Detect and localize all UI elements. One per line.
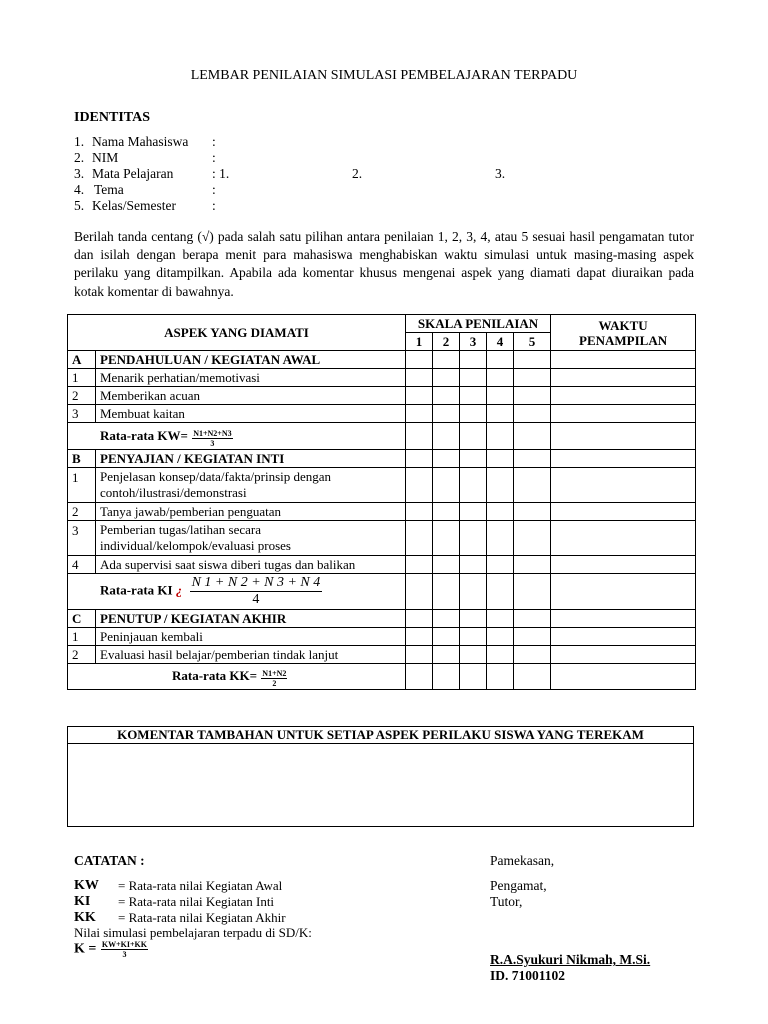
score-cell[interactable] [406, 387, 433, 405]
item-text [96, 521, 406, 556]
header-waktu-line-2: PENAMPILAN [579, 332, 668, 348]
table-row [68, 628, 696, 646]
section-title: PENYAJIAN / KEGIATAN INTI [96, 450, 406, 468]
item-text-line-2: contoh/ilustrasi/demonstrasi [100, 485, 247, 500]
header-waktu [551, 315, 696, 351]
fraction [192, 429, 232, 448]
item-text: Tanya jawab/pemberian penguatan [96, 503, 406, 521]
score-cell[interactable] [460, 468, 487, 503]
score-cell[interactable] [514, 369, 551, 387]
score-cell[interactable] [406, 556, 433, 574]
score-cell[interactable] [460, 387, 487, 405]
item-number: 4 [68, 556, 96, 574]
fraction-denominator: 4 [252, 592, 260, 607]
item-text: Memberikan acuan [96, 387, 406, 405]
item-text: Ada supervisi saat siswa diberi tugas dan balikan [96, 556, 406, 574]
score-cell[interactable] [460, 369, 487, 387]
score-cell[interactable] [406, 574, 433, 610]
comment-box-title: KOMENTAR TAMBAHAN UNTUK SETIAP ASPEK PERILAKU SISWA YANG TEREKAM [68, 727, 693, 744]
score-cell[interactable] [460, 574, 487, 610]
score-cell[interactable] [460, 628, 487, 646]
score-cell[interactable] [433, 521, 460, 556]
average-label: Rata-rata KI [100, 582, 173, 598]
item-text-line-2: individual/kelompok/evaluasi proses [100, 538, 291, 553]
score-cell[interactable] [406, 521, 433, 556]
note-abbr: KI [74, 894, 91, 909]
time-cell[interactable] [551, 503, 696, 521]
score-cell[interactable] [433, 574, 460, 610]
time-cell[interactable] [551, 521, 696, 556]
page-title: LEMBAR PENILAIAN SIMULASI PEMBELAJARAN TERPADU [190, 68, 578, 83]
identity-number: 3. [74, 166, 85, 181]
score-cell[interactable] [433, 387, 460, 405]
identity-value: : [212, 134, 216, 149]
item-number: 1 [68, 628, 96, 646]
score-cell[interactable] [406, 423, 433, 450]
identity-value: : 1. [212, 166, 230, 181]
assessment-table [67, 314, 696, 690]
identity-number: 1. [74, 134, 85, 149]
item-text: Evaluasi hasil belajar/pemberian tindak lanjut [96, 646, 406, 664]
fraction-numerator: N 1 + N 2 + N 3 + N 4 [191, 575, 321, 590]
section-c-header-row [68, 610, 696, 628]
score-cell[interactable] [460, 405, 487, 423]
identitas-heading: IDENTITAS [74, 110, 150, 125]
score-cell[interactable] [514, 405, 551, 423]
time-cell[interactable] [551, 369, 696, 387]
header-waktu-line-1: WAKTU [598, 317, 648, 333]
score-cell[interactable] [487, 387, 514, 405]
time-cell[interactable] [551, 468, 696, 503]
average-row-kk [68, 664, 696, 690]
item-number: 1 [68, 369, 96, 387]
score-cell[interactable] [433, 423, 460, 450]
identity-number: 2. [74, 150, 85, 165]
score-cell[interactable] [460, 503, 487, 521]
score-cell[interactable] [433, 369, 460, 387]
score-cell[interactable] [460, 556, 487, 574]
item-number: 3 [68, 521, 96, 556]
instructions-paragraph: Berilah tanda centang (√) pada salah satu pilihan antara penilaian 1, 2, 3, 4, atau 5 sesuai hasil pengamatan tutor dan isilah dengan berapa menit para mahasiswa menghabiskan waktu simulasi untuk masing-masing aspek perilaku yang ditampilkan. Apabila ada komentar khusus mengenai aspek yang diamati dapat diuraikan pada kotak komentar di bawahnya. [74, 229, 694, 299]
score-cell[interactable] [406, 369, 433, 387]
score-cell[interactable] [514, 468, 551, 503]
item-number: 1 [68, 468, 96, 503]
mapel-option-3: 3. [495, 166, 506, 181]
score-cell[interactable] [487, 556, 514, 574]
section-code: A [68, 351, 96, 369]
score-cell[interactable] [406, 664, 433, 690]
average-label: Rata-rata KW [100, 427, 181, 443]
fraction [101, 940, 148, 959]
identity-value: : [212, 182, 216, 197]
score-cell[interactable] [514, 574, 551, 610]
identity-value: : [212, 150, 216, 165]
item-text: Peninjauan kembali [96, 628, 406, 646]
average-formula-kk [68, 664, 406, 690]
score-cell[interactable] [433, 664, 460, 690]
identity-label: Mata Pelajaran [92, 166, 174, 181]
table-row [68, 521, 696, 556]
score-cell[interactable] [487, 521, 514, 556]
score-cell[interactable] [460, 664, 487, 690]
score-cell[interactable] [487, 468, 514, 503]
formula-k [74, 940, 148, 959]
score-cell[interactable] [514, 521, 551, 556]
score-cell[interactable] [406, 405, 433, 423]
fraction-denominator: 2 [272, 679, 277, 688]
score-cell[interactable] [487, 664, 514, 690]
score-cell[interactable] [406, 503, 433, 521]
comment-area[interactable] [68, 744, 693, 827]
fraction-denominator: 3 [210, 438, 215, 448]
table-row [68, 405, 696, 423]
note-definition: = Rata-rata nilai Kegiatan Awal [118, 878, 283, 893]
table-row [68, 369, 696, 387]
equals-sign: = [249, 668, 258, 683]
section-title: PENDAHULUAN / KEGIATAN AWAL [96, 351, 406, 369]
header-aspek: ASPEK YANG DIAMATI [68, 315, 406, 351]
table-row [68, 556, 696, 574]
item-text [96, 468, 406, 503]
time-cell[interactable] [551, 556, 696, 574]
fraction-denominator: 3 [122, 950, 127, 959]
score-cell[interactable] [460, 521, 487, 556]
section-a-header-row [68, 351, 696, 369]
formula-symbol: ¿ [175, 582, 183, 598]
signature-id: ID. 71001102 [490, 968, 566, 983]
score-cell[interactable] [433, 556, 460, 574]
score-cell[interactable] [514, 628, 551, 646]
score-cell[interactable] [487, 423, 514, 450]
section-code: C [68, 610, 96, 628]
item-number: 2 [68, 646, 96, 664]
score-cell[interactable] [433, 628, 460, 646]
section-b-header-row [68, 450, 696, 468]
score-cell[interactable] [487, 628, 514, 646]
fraction-numerator: N1+N2+N3 [193, 428, 232, 438]
score-cell[interactable] [487, 574, 514, 610]
scale-header-1: 1 [406, 333, 433, 351]
time-cell[interactable] [551, 387, 696, 405]
item-text: Membuat kaitan [96, 405, 406, 423]
identity-number: 4. [74, 182, 85, 197]
score-cell[interactable] [514, 664, 551, 690]
signature-name: R.A.Syukuri Nikmah, M.Si. [490, 952, 651, 967]
fraction [261, 669, 287, 688]
score-cell[interactable] [487, 405, 514, 423]
scale-header-3: 3 [460, 333, 487, 351]
score-cell[interactable] [514, 556, 551, 574]
table-row [68, 503, 696, 521]
time-cell[interactable] [551, 646, 696, 664]
time-cell[interactable] [551, 405, 696, 423]
identity-label: Tema [94, 182, 124, 197]
mapel-option-2: 2. [352, 166, 363, 181]
comment-box [67, 726, 694, 827]
note-definition: = Rata-rata nilai Kegiatan Inti [118, 894, 275, 909]
score-cell[interactable] [487, 646, 514, 664]
score-cell[interactable] [487, 369, 514, 387]
item-number: 2 [68, 387, 96, 405]
average-row-kw [68, 423, 696, 450]
section-code: B [68, 450, 96, 468]
fraction-numerator: KW+KI+KK [101, 940, 147, 949]
scale-header-5: 5 [514, 333, 551, 351]
score-cell[interactable] [433, 503, 460, 521]
catatan-heading: CATATAN : [74, 853, 145, 868]
signature-place: Pamekasan, [490, 853, 555, 868]
item-text-line-1: Pemberian tugas/latihan secara [100, 522, 261, 537]
time-cell[interactable] [551, 664, 696, 690]
time-cell[interactable] [551, 574, 696, 610]
note-abbr: KW [74, 878, 99, 893]
identity-number: 5. [74, 198, 85, 213]
signature-role-1: Pengamat, [490, 878, 547, 893]
item-number: 3 [68, 405, 96, 423]
fraction [190, 575, 323, 608]
identity-value: : [212, 198, 216, 213]
section-title: PENUTUP / KEGIATAN AKHIR [96, 610, 406, 628]
equals-sign: = [180, 427, 188, 443]
table-row [68, 646, 696, 664]
score-cell[interactable] [406, 468, 433, 503]
time-cell[interactable] [551, 628, 696, 646]
average-label: Rata-rata KK [172, 668, 250, 683]
score-cell[interactable] [514, 503, 551, 521]
score-cell[interactable] [460, 646, 487, 664]
formula-lhs: K = [74, 941, 97, 957]
scale-header-4: 4 [487, 333, 514, 351]
scale-header-2: 2 [433, 333, 460, 351]
item-text-line-1: Penjelasan konsep/data/fakta/prinsip dengan [100, 469, 332, 484]
time-cell[interactable] [551, 423, 696, 450]
score-cell[interactable] [433, 646, 460, 664]
note-nilai-line: Nilai simulasi pembelajaran terpadu di SD/K: [74, 925, 312, 940]
score-cell[interactable] [460, 423, 487, 450]
score-cell[interactable] [487, 503, 514, 521]
score-cell[interactable] [406, 628, 433, 646]
score-cell[interactable] [433, 468, 460, 503]
score-cell[interactable] [514, 423, 551, 450]
identity-label: Kelas/Semester [92, 198, 176, 213]
signature-role-2: Tutor, [490, 894, 523, 909]
table-row [68, 468, 696, 503]
table-row [68, 387, 696, 405]
note-definition: = Rata-rata nilai Kegiatan Akhir [118, 910, 286, 925]
score-cell[interactable] [406, 646, 433, 664]
average-formula-kw [68, 423, 406, 450]
header-skala: SKALA PENILAIAN [406, 315, 551, 333]
identity-label: NIM [92, 150, 119, 165]
score-cell[interactable] [514, 646, 551, 664]
item-text: Menarik perhatian/memotivasi [96, 369, 406, 387]
identity-label: Nama Mahasiswa [92, 134, 189, 149]
fraction-numerator: N1+N2 [262, 669, 287, 678]
score-cell[interactable] [433, 405, 460, 423]
note-abbr: KK [74, 910, 96, 925]
average-row-ki [68, 574, 696, 610]
score-cell[interactable] [514, 387, 551, 405]
item-number: 2 [68, 503, 96, 521]
average-formula-ki [68, 574, 406, 610]
